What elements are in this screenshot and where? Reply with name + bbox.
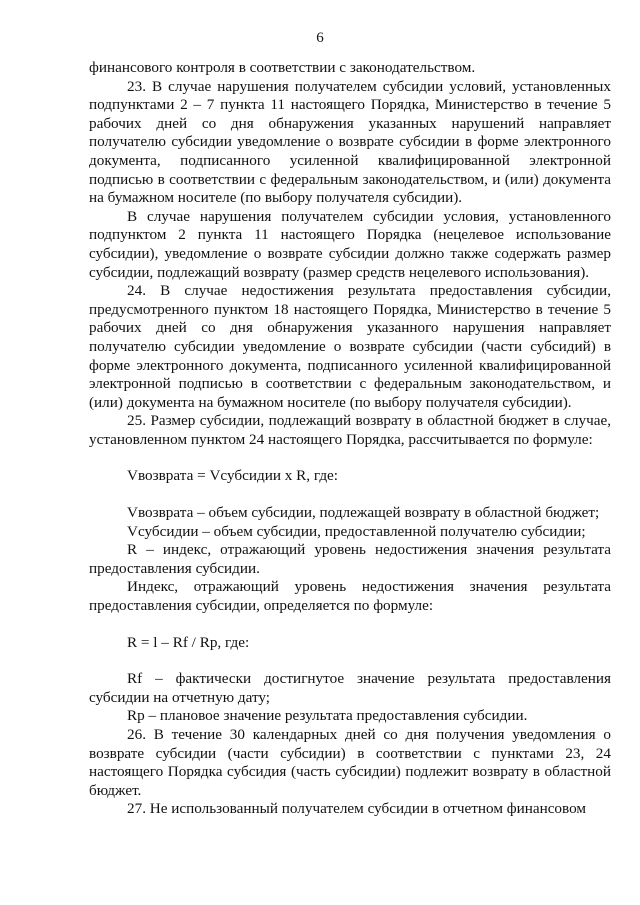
definition-v-return: Vвозврата – объем субсидии, подлежащей возврату в областной бюджет; (127, 504, 600, 522)
paragraph-continuation: финансового контроля в соответствии с законодательством. (89, 59, 476, 76)
document-body (89, 59, 611, 819)
paragraph-item-26: 26. В течение 30 календарных дней со дня получения уведомления о возврате субсидии (части субсидии) в соответствии с пунктами 23, 24 настоящего Порядка субсидия (часть субсидии) подлежит возврату в областной бюджет. (89, 726, 611, 799)
paragraph-item-25: 25. Размер субсидии, подлежащий возврату в областной бюджет в случае, установленном пунктом 24 настоящего Порядка, рассчитывается по формуле: (89, 412, 611, 448)
definition-rf: Rf – фактически достигнутое значение результата предоставления субсидии на отчетную дату; (89, 670, 611, 706)
formula-r-index: R = l – Rf / Rp, где: (127, 633, 250, 651)
paragraph-item-27: 27. Не использованный получателем субсидии в отчетном финансовом (127, 800, 587, 818)
paragraph-item-23-addendum: В случае нарушения получателем субсидии условия, установленного подпунктом 2 пункта 11 настоящего Порядка (нецелевое использование субсидии), уведомление о возврате субсидии должно также содержать размер субсидии, подлежащий возврату (размер средств нецелевого использования). (89, 207, 611, 281)
paragraph-item-24: 24. В случае недостижения результата предоставления субсидии, предусмотренного пунктом 18 настоящего Порядка, Министерство в течение 5 рабочих дней со дня обнаружения указанного нарушения направляет получателю субсидии уведомление о возврате субсидии (части субсидий) в форме электронного документа, подписанного усиленной квалифицированной электронной подписью в соответствии с федеральным законодательством, и (или) документа на бумажном носителе (по выбору получателя субсидии). (89, 282, 611, 411)
page-number: 6 (316, 30, 324, 46)
definition-rp: Rp – плановое значение результата предоставления субсидии. (127, 707, 528, 725)
paragraph-item-23: 23. В случае нарушения получателем субсидии условий, установленных подпунктами 2 – 7 пункта 11 настоящего Порядка, Министерство в течение 5 рабочих дней со дня обнаружения указанных нарушений направляет получателю субсидии уведомление о возврате субсидии в форме электронного документа, подписанного усиленной квалифицированной электронной подписью в соответствии с федеральным законодательством, и (или) документа на бумажном носителе (по выбору получателя субсидии). (89, 77, 611, 207)
definition-v-subsidy: Vсубсидии – объем субсидии, предоставленной получателю субсидии; (127, 522, 586, 540)
formula-return-volume: Vвозврата = Vсубсидии x R, где: (127, 467, 339, 485)
definition-r-index: R – индекс, отражающий уровень недостижения значения результата предоставления субсидии. (89, 541, 611, 577)
paragraph-index-intro: Индекс, отражающий уровень недостижения значения результата предоставления субсидии, определяется по формуле: (89, 578, 611, 615)
